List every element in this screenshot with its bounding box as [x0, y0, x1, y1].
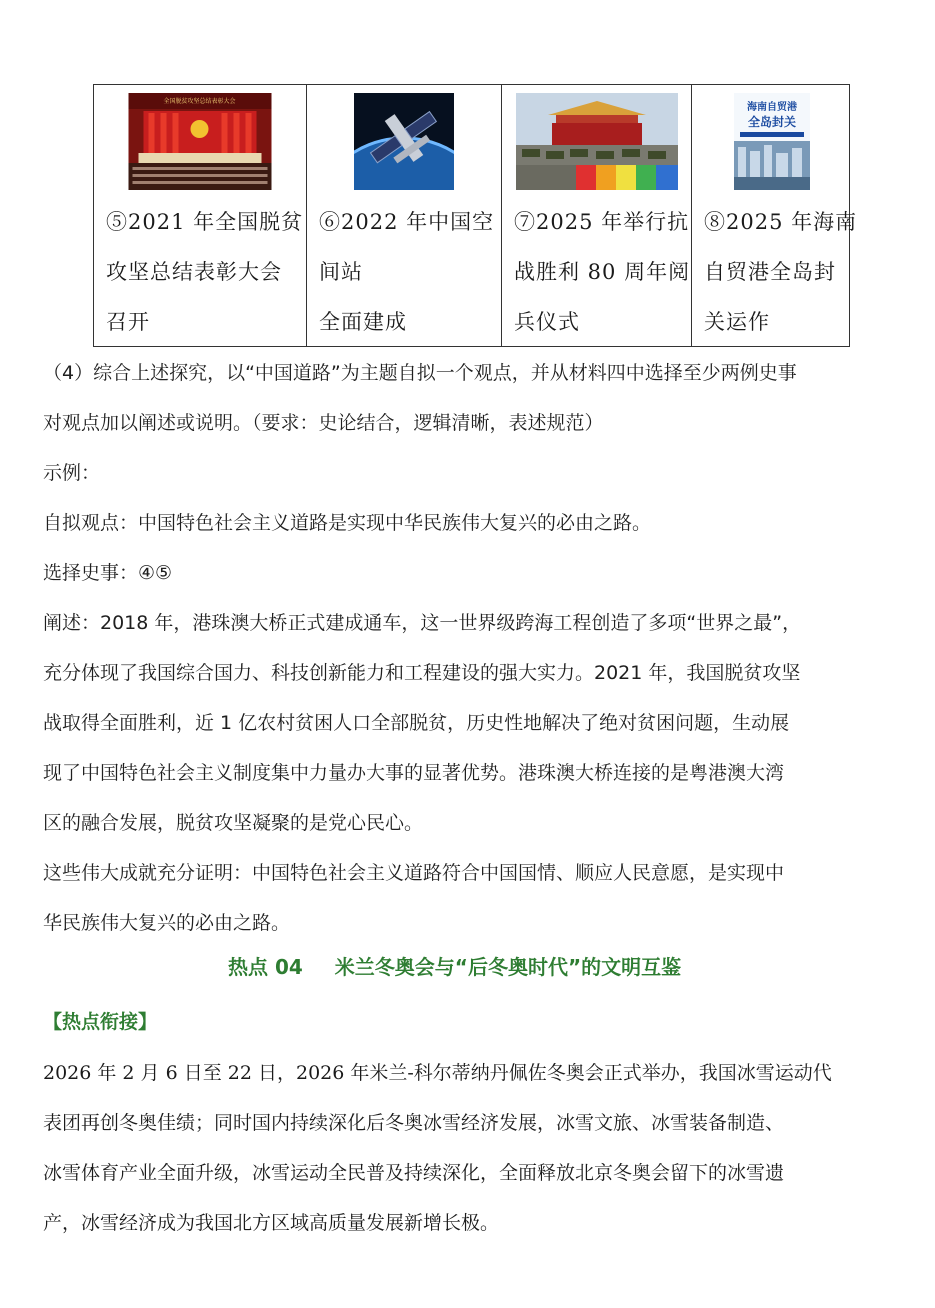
viewpoint-text: 自拟观点：中国特色社会主义道路是实现中华民族伟大复兴的必由之路。	[43, 512, 652, 534]
conference-hall-photo	[129, 93, 272, 190]
hainan-title-1: 海南自贸港	[746, 102, 797, 113]
event-cell-7	[502, 85, 692, 346]
events-table	[93, 84, 858, 347]
conclusion-paragraph: 这些伟大成就充分证明：中国特色社会主义道路符合中国国情、顺应人民意愿，是实现中 华民族伟大复兴的必由之路。	[43, 862, 785, 934]
event-cell-6	[307, 85, 502, 346]
event-caption-8: ⑧2025 年海南 自贸港全岛封 关运作	[704, 210, 858, 334]
example-label: 示例：	[43, 462, 101, 484]
hainan-port-photo	[734, 93, 810, 190]
hainan-title-2: 全岛封关	[747, 115, 796, 129]
event-caption-6: ⑥2022 年中国空 间站 全面建成	[319, 210, 495, 334]
parade-photo	[516, 93, 678, 190]
space-station-photo	[354, 93, 454, 190]
event-caption-5: ⑤2021 年全国脱贫 攻坚总结表彰大会 召开	[106, 210, 304, 334]
event-caption-7: ⑦2025 年举行抗 战胜利 80 周年阅 兵仪式	[514, 210, 691, 334]
question-text: （4）综合上述探究，以“中国道路”为主题自拟一个观点，并从材料四中选择至少两例史事 对观点加以阐述或说明。（要求：史论结合，逻辑清晰，表述规范）	[43, 362, 797, 434]
hotspot-tag: 【热点衔接】	[43, 1011, 158, 1033]
elaboration-paragraph: 阐述：2018 年，港珠澳大桥正式建成通车，这一世界级跨海工程创造了多项“世界之最”， 充分体现了我国综合国力、科技创新能力和工程建设的强大实力。2021 年，我国脱贫攻坚 战取得全面胜利，近 1 亿农村贫困人口全部脱贫，历史性地解决了绝对贫困问题，生动展 现了中国特色社会主义制度集中力量办大事的显著优势。港珠澳大桥连接的是粤港澳大湾 区的融合发展，脱贫攻坚凝聚的是党心民心。	[43, 612, 802, 834]
hotspot-body: 2026 年 2 月 6 日至 22 日，2026 年米兰-科尔蒂纳丹佩佐冬奥会正式举办，我国冰雪运动代 表团再创冬奥佳绩；同时国内持续深化后冬奥冰雪经济发展，冰雪文旅、冰雪装备制造、 冰雪体育产业全面升级，冰雪运动全民普及持续深化，全面释放北京冬奥会留下的冰雪遗 产，冰雪经济成为我国北方区域高质量发展新增长极。	[43, 1062, 832, 1234]
selected-events-text: 选择史事：④⑤	[43, 562, 173, 584]
event-cell-8	[692, 85, 858, 346]
event-cell-5	[94, 85, 307, 346]
hotspot-title: 米兰冬奥会与“后冬奥时代”的文明互鉴	[334, 955, 682, 979]
hotspot-heading	[228, 951, 681, 980]
hotspot-number: 热点 04	[228, 955, 303, 979]
hall-banner-text: 全国脱贫攻坚总结表彰大会	[163, 98, 236, 105]
